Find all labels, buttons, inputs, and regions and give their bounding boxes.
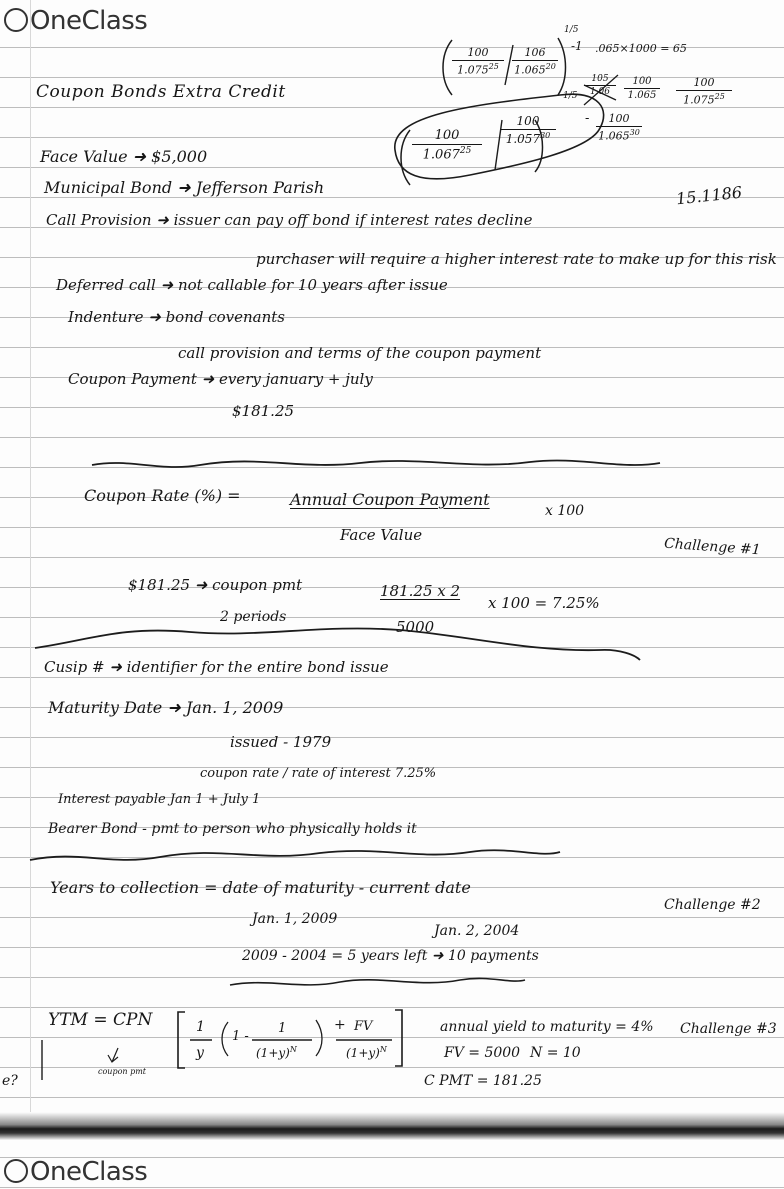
challenge-1-periods: 2 periods <box>220 609 287 625</box>
wavy-divider-1 <box>92 460 660 467</box>
note-call-provision: Call Provision ➜ issuer can pay off bond if interest rates decline <box>46 211 533 229</box>
top-frac-3: 100 1.065 <box>624 76 660 101</box>
coupon-rate-label: Coupon Rate (%) = <box>84 486 241 505</box>
brand-watermark-top: OneClass <box>4 6 147 36</box>
note-coupon-payment: Coupon Payment ➜ every january + july <box>68 370 373 388</box>
circled-frac-3: 100 1.065$^{30}$ <box>596 112 642 143</box>
oneclass-logo-icon <box>4 8 28 32</box>
paren-right-top <box>558 38 566 95</box>
note-cusip: Cusip # ➜ identifier for the entire bond issue <box>44 658 389 676</box>
page-title: Coupon Bonds Extra Credit <box>36 82 286 102</box>
top-result: 15.1186 <box>675 182 743 209</box>
note-maturity-date: Maturity Date ➜ Jan. 1, 2009 <box>48 698 284 717</box>
wavy-divider-4 <box>230 978 525 985</box>
ytm-periods: N = 10 <box>530 1045 581 1061</box>
paren-left-top <box>443 40 452 95</box>
wavy-divider-3 <box>30 850 560 860</box>
note-indenture: Indenture ➜ bond covenants <box>68 308 286 326</box>
top-frac-crossed: 105 1.06 <box>584 74 616 97</box>
circled-minus: - <box>585 111 590 126</box>
ytm-paren-left <box>222 1022 228 1056</box>
circled-frac-1: 100 1.067$^{25}$ <box>412 128 482 162</box>
ytm-inner-one: 1 - <box>232 1029 249 1044</box>
margin-mark: e? <box>2 1073 18 1089</box>
ytm-frac1-num: 1 <box>196 1019 205 1035</box>
coupon-rate-denominator: Face Value <box>340 526 423 544</box>
ytm-bracket-left <box>178 1012 185 1068</box>
ytm-frac3-num: FV <box>354 1019 373 1034</box>
paren-left-circled <box>401 130 410 185</box>
ytm-frac3-den: $(1+y)^N$ <box>346 1045 387 1060</box>
challenge-1-label: Challenge #1 <box>663 535 762 559</box>
challenge-1-calc-denominator: 5000 <box>396 618 435 636</box>
note-interest-payable: Interest payable Jan 1 + July 1 <box>58 792 261 807</box>
ytm-frac2-num: 1 <box>278 1021 287 1036</box>
note-municipal-bond: Municipal Bond ➜ Jefferson Parish <box>44 178 325 197</box>
ytm-plus: + <box>334 1017 346 1033</box>
ytm-coupon-annotation: coupon pmt <box>98 1067 147 1076</box>
cpn-arrow <box>108 1048 118 1062</box>
ytm-label: YTM = CPN <box>48 1010 153 1030</box>
note-deferred-call: Deferred call ➜ not callable for 10 years after issue <box>56 276 448 294</box>
years-to-collection-formula: Years to collection = date of maturity - current date <box>50 878 471 897</box>
note-call-terms: call provision and terms of the coupon payment <box>178 344 542 362</box>
ytm-annual-yield: annual yield to maturity = 4% <box>440 1019 654 1035</box>
coupon-rate-multiplier: x 100 <box>545 503 585 519</box>
top-minus-one: -1 <box>571 39 583 53</box>
ytm-bracket-right <box>395 1010 402 1066</box>
top-frac-4: 100 1.075$^{25}$ <box>676 76 732 107</box>
note-face-value: Face Value ➜ $5,000 <box>40 147 208 166</box>
circled-root: 1/5 <box>563 91 578 101</box>
coupon-rate-numerator: Annual Coupon Payment <box>290 490 490 509</box>
oneclass-logo-icon <box>4 1159 28 1183</box>
challenge-2-current-date: Jan. 2, 2004 <box>434 923 520 939</box>
challenge-2-result: 2009 - 2004 = 5 years left ➜ 10 payments <box>242 948 539 964</box>
ytm-face-value: FV = 5000 <box>444 1045 521 1061</box>
ytm-frac1-den: y <box>196 1045 204 1061</box>
challenge-1-calc-result: x 100 = 7.25% <box>488 594 600 612</box>
challenge-1-coupon-pmt: $181.25 ➜ coupon pmt <box>128 576 303 594</box>
challenge-2-label: Challenge #2 <box>664 897 761 913</box>
brand-watermark-bottom: OneClass <box>4 1157 147 1187</box>
note-purchaser-risk: purchaser will require a higher interest rate to make up for this risk <box>256 250 777 268</box>
note-bearer-bond: Bearer Bond - pmt to person who physically holds it <box>48 821 417 837</box>
challenge-2-maturity-date: Jan. 1, 2009 <box>252 911 338 927</box>
ytm-frac2-den: $(1+y)^N$ <box>256 1045 297 1060</box>
top-root: 1/5 <box>564 25 579 35</box>
note-coupon-rate: coupon rate / rate of interest 7.25% <box>200 766 437 781</box>
note-issued: issued - 1979 <box>230 733 332 751</box>
page-bottom-shadow <box>0 1112 784 1140</box>
ytm-coupon-payment: C PMT = 181.25 <box>424 1073 542 1089</box>
top-frac-1: 100 1.075$^{25}$ <box>452 46 504 77</box>
challenge-1-calc-numerator: 181.25 x 2 <box>380 582 461 600</box>
top-frac-2: 106 1.065$^{20}$ <box>512 46 558 77</box>
note-coupon-amount: $181.25 <box>232 402 295 420</box>
wavy-divider-2 <box>35 628 640 660</box>
circled-frac-2: 100 1.057$^{30}$ <box>500 114 556 146</box>
top-product: .065×1000 = 65 <box>595 42 687 55</box>
ytm-paren-right <box>316 1020 322 1056</box>
challenge-3-label: Challenge #3 <box>680 1021 777 1037</box>
